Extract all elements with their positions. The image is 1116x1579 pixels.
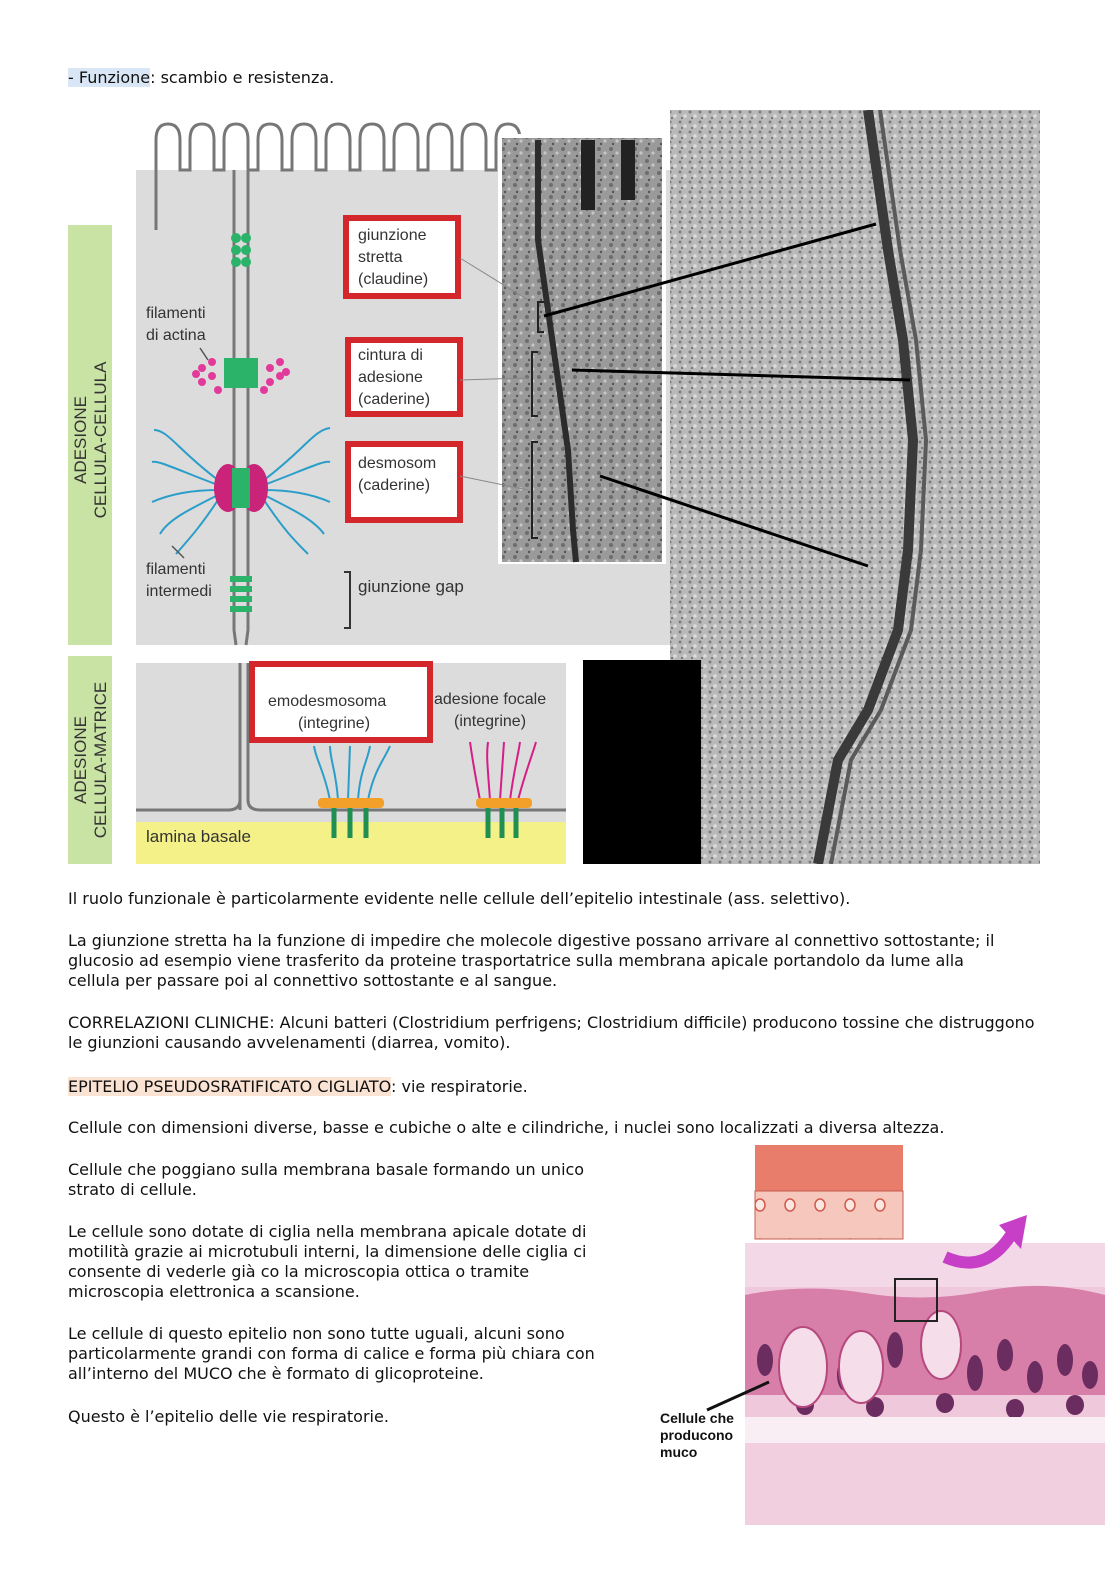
goblet-cell-1	[779, 1327, 827, 1407]
junctions-figure	[68, 110, 1040, 864]
belt-label-1: cintura di	[358, 347, 423, 364]
tight-label-3: (claudine)	[358, 271, 429, 288]
paragraph-3-line-2: le giunzioni causando avvelenamenti (diarrea, vomito).	[68, 1033, 511, 1052]
mucus-label-3: muco	[660, 1444, 698, 1460]
section-subtitle: : vie respiratorie.	[391, 1077, 528, 1096]
paragraph-6-line-3: consente di vederle già co la microscopia ottica o tramite	[68, 1262, 530, 1281]
paragraph-4: Cellule con dimensioni diverse, basse e cubiche o alte e cilindriche, i nuclei sono localizzati a diversa altezza.	[68, 1118, 945, 1137]
focal-label-2: (integrine)	[454, 713, 527, 730]
basal-lamina-label: lamina basale	[146, 827, 251, 846]
paragraph-7-line-2: particolarmente grandi con forma di calice e forma più chiara con	[68, 1344, 595, 1363]
section-title: EPITELIO PSEUDOSRATIFICATO CIGLIATO	[68, 1077, 391, 1096]
mucus-label-2: producono	[660, 1427, 734, 1443]
desmo-label-1: desmosom	[358, 455, 437, 472]
block-top	[755, 1145, 903, 1191]
paragraph-2-line-3: cellula per passare poi al connettivo sottostante e al sangue.	[68, 971, 558, 990]
desmosome-core	[232, 468, 250, 508]
intermediate-label-1: filamenti	[146, 561, 206, 578]
paragraph-6-line-2: motilità grazie ai microtubuli interni, la dimensione delle ciglia ci	[68, 1242, 587, 1261]
paragraph-6-line-1: Le cellule sono dotate di ciglia nella membrana apicale dotate di	[68, 1222, 587, 1241]
actin-label-1: filamenti	[146, 305, 206, 322]
belt-label-3: (caderine)	[358, 391, 431, 408]
side-label-bottom-1: ADESIONE	[71, 716, 90, 804]
paragraph-6-line-4: microscopia elettronica a scansione.	[68, 1282, 360, 1301]
hemi-label-1: emodesmosoma	[268, 693, 387, 710]
mucus-pointer	[705, 1378, 775, 1414]
paragraph-5-line-2: strato di cellule.	[68, 1180, 197, 1199]
junctions-diagram	[68, 110, 1040, 864]
belt-label-2: adesione	[358, 369, 423, 386]
cilia-layer	[745, 1243, 1105, 1287]
intro-text: : scambio e resistenza.	[150, 68, 335, 87]
actin-label-2: di actina	[146, 327, 206, 344]
intro-line	[68, 67, 334, 88]
tight-label-2: stretta	[358, 249, 403, 266]
focal-adhesion-plaque	[476, 798, 532, 808]
hemi-label-2: (integrine)	[298, 715, 371, 732]
side-label-top-2: CELLULA-CELLULA	[91, 361, 110, 519]
paragraph-7-line-3: all’interno del MUCO che è formato di glicoproteine.	[68, 1364, 484, 1383]
histology-drawing	[745, 1145, 1105, 1525]
goblet-cell-2	[839, 1331, 883, 1403]
side-label-top-1: ADESIONE	[71, 396, 90, 484]
black-block	[583, 660, 701, 864]
hemidesmosome-plaque	[318, 798, 384, 808]
side-label-bottom-2: CELLULA-MATRICE	[91, 681, 110, 839]
paragraph-2-line-1: La giunzione stretta ha la funzione di impedire che molecole digestive possano arrivare al connettivo sottostante; il	[68, 931, 995, 950]
gap-label: giunzione gap	[358, 577, 464, 596]
basement-layer	[745, 1417, 1105, 1443]
histology-figure	[745, 1145, 1105, 1525]
paragraph-1: Il ruolo funzionale è particolarmente evidente nelle cellule dell’epitelio intestinale (ass. selettivo).	[68, 889, 851, 908]
paragraph-8: Questo è l’epitelio delle vie respiratorie.	[68, 1407, 389, 1426]
tight-label-1: giunzione	[358, 227, 427, 244]
paragraph-2-line-2: glucosio ad esempio viene trasferito da proteine trasportatrice sulla membrana apicale portandolo da lume alla	[68, 951, 964, 970]
desmo-label-2: (caderine)	[358, 477, 431, 494]
block-cells	[755, 1191, 903, 1239]
adherens-junction	[224, 358, 258, 388]
paragraph-3-line-1: CORRELAZIONI CLINICHE: Alcuni batteri (Clostridium perfrigens; Clostridium difficile) producono tossine che distruggono	[68, 1013, 1035, 1032]
paragraph-5-line-1: Cellule che poggiano sulla membrana basale formando un unico	[68, 1160, 585, 1179]
intermediate-label-2: intermedi	[146, 583, 212, 600]
intro-label: - Funzione	[68, 68, 151, 87]
mucus-label	[660, 1410, 734, 1461]
connective-layer	[745, 1443, 1105, 1525]
mucus-label-1: Cellule che	[660, 1410, 734, 1426]
paragraph-7-line-1: Le cellule di questo epitelio non sono tutte uguali, alcuni sono	[68, 1324, 565, 1343]
focal-label-1: adesione focale	[434, 691, 547, 708]
section-heading	[68, 1076, 528, 1097]
